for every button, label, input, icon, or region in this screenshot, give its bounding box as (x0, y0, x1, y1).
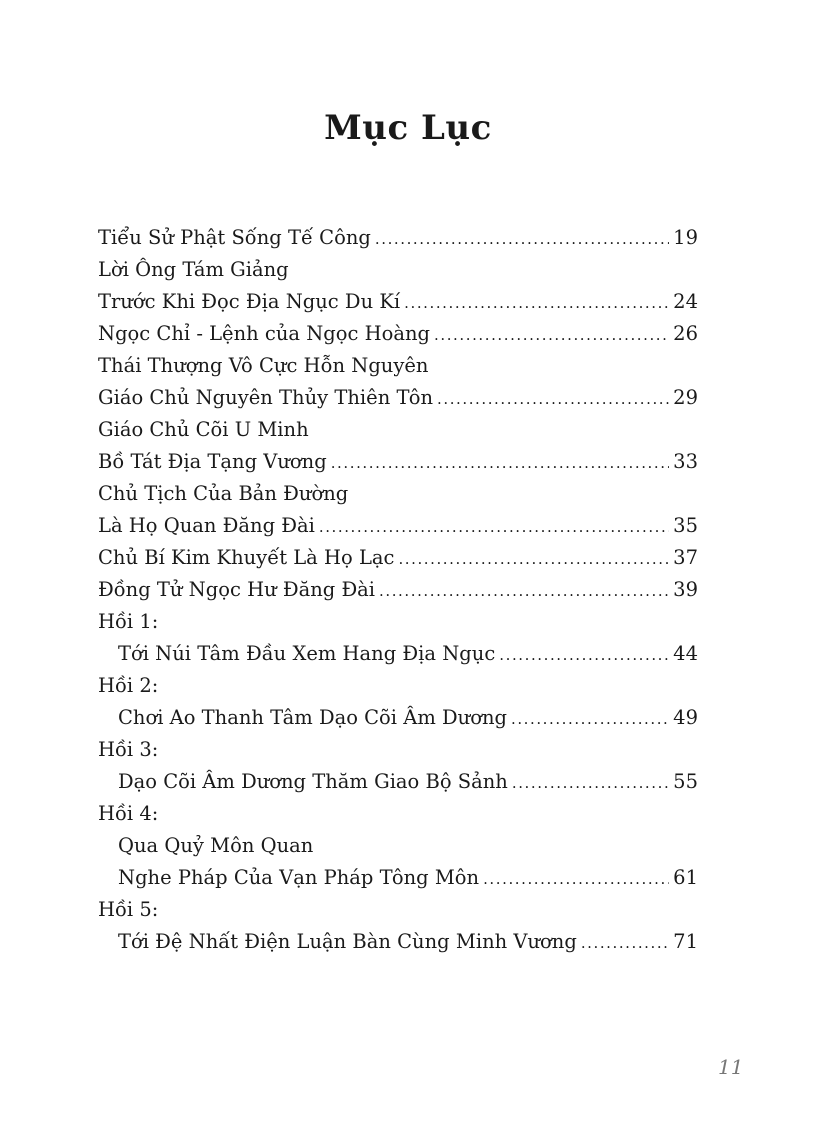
toc-entry-title: Là Họ Quan Đăng Đài (98, 514, 315, 537)
toc-entry-page: 35 (673, 514, 698, 537)
toc-leader-dots (434, 318, 669, 351)
toc-entry (98, 254, 698, 286)
toc-leader-dots (512, 766, 669, 799)
toc-chapter-heading (98, 606, 698, 638)
toc-leader-dots (404, 286, 669, 319)
toc-leader-dots (379, 574, 669, 607)
toc-chapter-heading (98, 670, 698, 702)
toc-entry-title: Ngọc Chỉ - Lệnh của Ngọc Hoàng (98, 322, 431, 345)
toc-entry-page: 24 (673, 290, 698, 313)
toc-entry (98, 574, 698, 606)
toc-entry-title: Chủ Bí Kim Khuyết Là Họ Lạc (98, 546, 395, 569)
toc-leader-dots (581, 926, 669, 959)
toc-chapter-label: Hồi 5: (98, 898, 159, 921)
toc-entry-page: 44 (673, 642, 698, 665)
toc-chapter-heading (98, 798, 698, 830)
toc-entry-page: 19 (673, 226, 698, 249)
toc-chapter-label: Hồi 1: (98, 610, 159, 633)
toc-entry-title: Giáo Chủ Cõi U Minh (98, 418, 309, 441)
toc-entry-title: Dạo Cõi Âm Dương Thăm Giao Bộ Sảnh (118, 770, 508, 793)
toc-entry-page: 37 (673, 546, 698, 569)
toc-entry-title: Trước Khi Đọc Địa Ngục Du Kí (98, 290, 401, 313)
toc-entry (98, 286, 698, 318)
toc-entry-title: Bồ Tát Địa Tạng Vương (98, 450, 327, 473)
toc-entry (98, 510, 698, 542)
toc-chapter-heading (98, 734, 698, 766)
toc-entry-page: 33 (673, 450, 698, 473)
toc-entry-page: 39 (673, 578, 698, 601)
toc-entry (98, 446, 698, 478)
toc-entry (98, 638, 698, 670)
toc-entry (98, 222, 698, 254)
toc-leader-dots (511, 702, 669, 735)
toc-entry (98, 830, 698, 862)
page-number: 11 (718, 1055, 744, 1079)
toc-entry-page: 29 (673, 386, 698, 409)
page-title: Mục Lục (324, 108, 492, 148)
toc-entry-title: Thái Thượng Vô Cực Hỗn Nguyên (98, 354, 429, 377)
toc-leader-dots (437, 382, 669, 415)
toc-leader-dots (483, 862, 669, 895)
toc-entry-page: 71 (673, 930, 698, 953)
toc-entry-title: Giáo Chủ Nguyên Thủy Thiên Tôn (98, 386, 434, 409)
toc-leader-dots (375, 222, 669, 255)
toc-entry-title: Chủ Tịch Của Bản Đường (98, 482, 349, 505)
toc-entry-title: Tới Núi Tâm Đầu Xem Hang Địa Ngục (118, 642, 496, 665)
toc-entry (98, 542, 698, 574)
toc-entry-title: Nghe Pháp Của Vạn Pháp Tông Môn (118, 866, 480, 889)
toc-entry-title: Lời Ông Tám Giảng (98, 258, 289, 281)
toc-chapter-label: Hồi 4: (98, 802, 159, 825)
toc-entry (98, 702, 698, 734)
toc-entry-title: Tới Đệ Nhất Điện Luận Bàn Cùng Minh Vương (118, 930, 577, 953)
toc-leader-dots (398, 542, 669, 575)
toc-leader-dots (331, 446, 669, 479)
toc-entry (98, 382, 698, 414)
toc-entry-title: Đồng Tử Ngọc Hư Đăng Đài (98, 578, 376, 601)
toc-entry (98, 318, 698, 350)
toc-entry (98, 350, 698, 382)
toc-entry (98, 478, 698, 510)
toc-entry-page: 55 (673, 770, 698, 793)
toc-chapter-label: Hồi 2: (98, 674, 159, 697)
toc-entry (98, 862, 698, 894)
toc-leader-dots (319, 510, 669, 543)
toc-entry (98, 414, 698, 446)
toc-chapter-label: Hồi 3: (98, 738, 159, 761)
toc-entry-title: Chơi Ao Thanh Tâm Dạo Cõi Âm Dương (118, 706, 507, 729)
toc-entry-page: 61 (673, 866, 698, 889)
toc-leader-dots (499, 638, 669, 671)
toc-entry-title: Tiểu Sử Phật Sống Tế Công (98, 226, 371, 249)
toc-entry-title: Qua Quỷ Môn Quan (118, 834, 314, 857)
toc-chapter-heading (98, 894, 698, 926)
table-of-contents (98, 222, 698, 958)
toc-entry (98, 766, 698, 798)
toc-entry-page: 49 (673, 706, 698, 729)
toc-entry (98, 926, 698, 958)
toc-entry-page: 26 (673, 322, 698, 345)
